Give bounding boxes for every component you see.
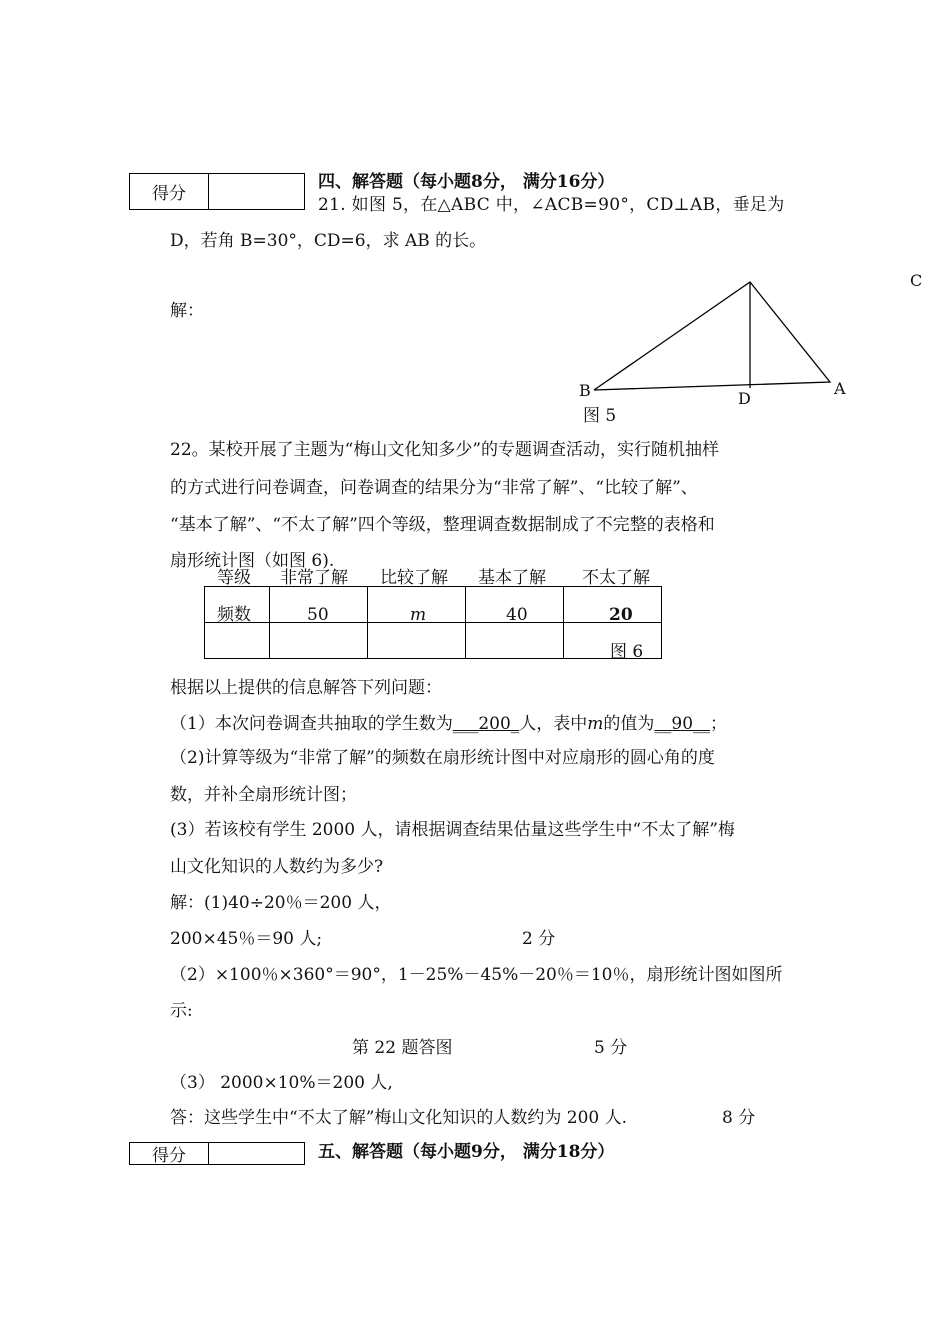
sub1-prefix: （1）本次问卷调查共抽取的学生数为 xyxy=(170,714,453,734)
label-d: D xyxy=(738,389,751,408)
answer-line2-score: 2 分 xyxy=(522,929,556,949)
score-label: 得分 xyxy=(130,1143,209,1164)
answer-line1: 解：(1)40÷20％＝200 人， xyxy=(170,893,392,913)
q22-sub3-line1: (3）若该校有学生 2000 人，请根据调查结果估量这些学生中“不太了解”梅 xyxy=(170,820,735,840)
figure-6-caption: 图 6 xyxy=(610,642,644,662)
sub1-end: ； xyxy=(710,714,728,734)
table-row xyxy=(205,587,662,623)
triangle-outline xyxy=(594,282,830,390)
answer-figure-score: 5 分 xyxy=(594,1038,628,1058)
label-c: C xyxy=(910,271,923,290)
label-a: A xyxy=(834,379,846,398)
table-header-very: 非常了解 xyxy=(280,568,348,588)
score-value-cell[interactable] xyxy=(209,1143,304,1164)
q22-intro: 根据以上提供的信息解答下列问题： xyxy=(170,678,442,698)
label-b: B xyxy=(579,381,591,400)
section4-title: 四、解答题（每小题8分， 满分16分） xyxy=(318,172,615,192)
q22-sub2-line1: （2)计算等级为“非常了解”的频数在扇形统计图中对应扇形的圆心角的度 xyxy=(170,748,715,768)
score-label: 得分 xyxy=(130,174,209,209)
q22-line1: 22。某校开展了主题为“梅山文化知多少”的专题调查活动，实行随机抽样 xyxy=(170,440,720,460)
table-cell-frequency-label: 频数 xyxy=(217,605,251,625)
sub1-middle: 人，表中 xyxy=(519,714,588,734)
q21-line1: 21. 如图 5，在△ABC 中，∠ACB=90°，CD⊥AB，垂足为 xyxy=(318,195,785,215)
score-box-section5 xyxy=(129,1142,305,1165)
answer-line3b: 示: xyxy=(170,1001,193,1021)
table-header-little: 不太了解 xyxy=(582,568,650,588)
sub1-answer-students: ___200_ xyxy=(452,714,520,734)
answer-line5: 答：这些学生中“不太了解”梅山文化知识的人数约为 200 人. xyxy=(170,1108,628,1128)
q22-sub3-line2: 山文化知识的人数约为多少? xyxy=(170,857,384,877)
answer-line3: （2）×100％×360°＝90°，1－25%－45%－20％＝10％，扇形统计图如图所 xyxy=(170,965,783,985)
table-row xyxy=(205,623,662,659)
q22-sub2-line2: 数，并补全扇形统计图； xyxy=(170,785,357,805)
table-cell-little: 20 xyxy=(609,605,633,625)
answer-figure-caption: 第 22 题答图 xyxy=(352,1038,453,1058)
answer-line5-score: 8 分 xyxy=(722,1108,756,1128)
q21-line2: D，若角 B=30°，CD=6，求 AB 的长。 xyxy=(170,231,487,251)
table-header-fairly: 比较了解 xyxy=(380,568,448,588)
sub1-answer-m: __90__ xyxy=(654,714,711,734)
score-value-cell[interactable] xyxy=(209,174,304,209)
section5-title: 五、解答题（每小题9分， 满分18分） xyxy=(318,1142,615,1162)
score-box-section4 xyxy=(129,173,305,210)
table-header-basic: 基本了解 xyxy=(478,568,546,588)
figure-5-caption: 图 5 xyxy=(583,406,617,426)
q22-line4: 扇形统计图（如图 6). xyxy=(170,551,335,571)
q21-solution-label: 解： xyxy=(170,301,204,321)
figure-5-triangle xyxy=(580,270,850,410)
sub1-m: m xyxy=(587,714,604,734)
q22-line3: “基本了解”、“不太了解”四个等级，整理调查数据制成了不完整的表格和 xyxy=(170,515,715,535)
table-cell-fairly: m xyxy=(410,605,427,625)
sub1-middle2: 的值为 xyxy=(603,714,655,734)
frequency-table xyxy=(204,586,662,662)
table-cell-basic: 40 xyxy=(506,605,528,625)
answer-line4: （3） 2000×10%＝200 人, xyxy=(170,1073,393,1093)
table-cell-very: 50 xyxy=(307,605,329,625)
table-header-level: 等级 xyxy=(217,568,251,588)
q22-sub1 xyxy=(170,716,727,733)
q22-line2: 的方式进行问卷调查，问卷调查的结果分为“非常了解”、“比较了解”、 xyxy=(170,478,698,498)
answer-line2: 200×45％＝90 人; xyxy=(170,929,323,949)
